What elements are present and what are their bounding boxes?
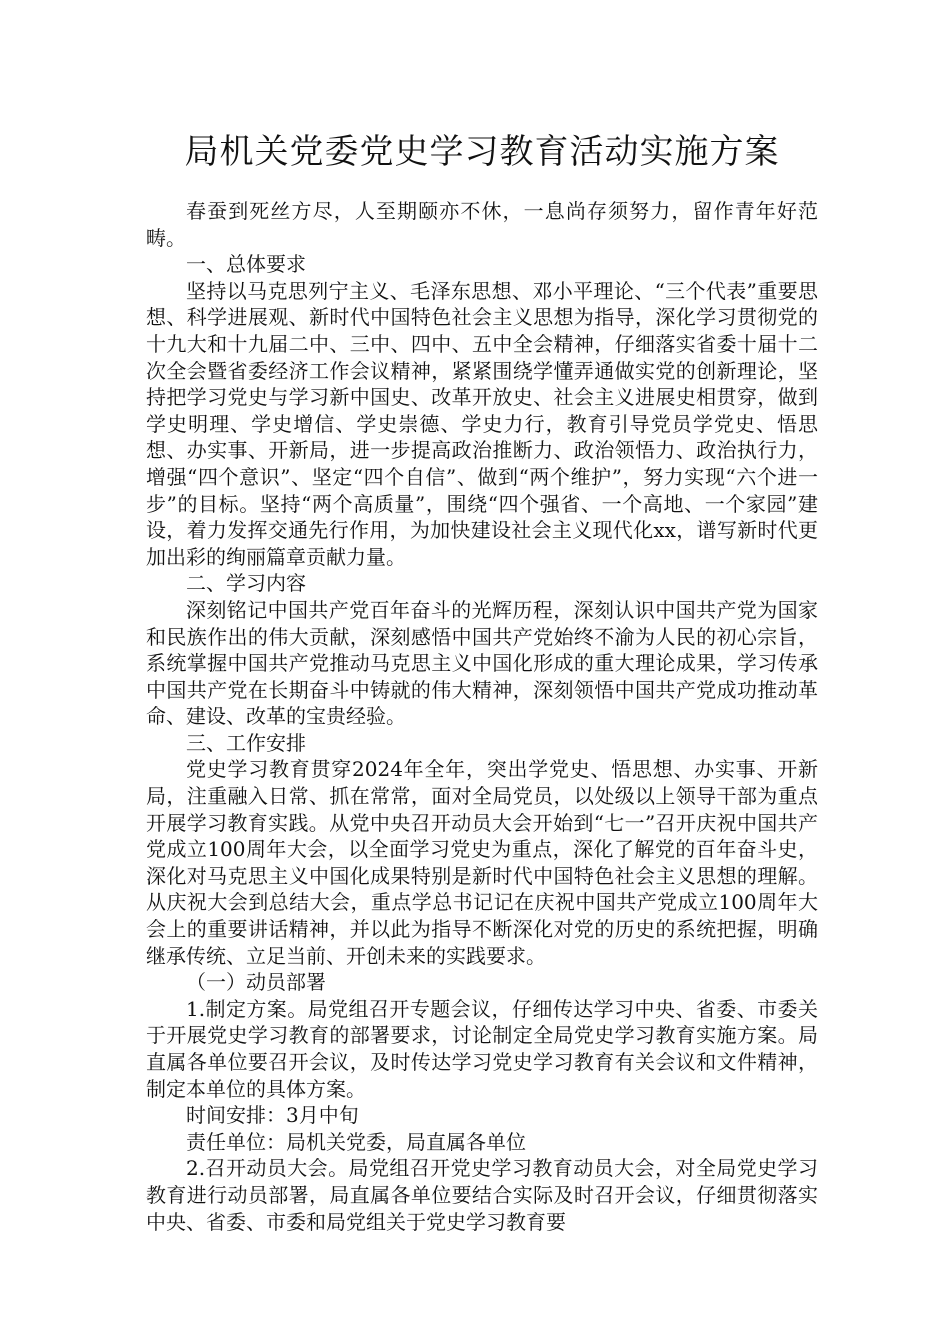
section-heading-work-arrangement: 三、工作安排 (186, 730, 306, 755)
section-heading-study-content: 二、学习内容 (186, 571, 306, 596)
document-title: 局机关党委党史学习教育活动实施方案 (184, 132, 780, 172)
list-item-mobilization-meeting: 2.召开动员大会。局党组召开党史学习教育动员大会，对全局党史学习教育进行动员部署，局直属各单位要结合实际及时召开会议，仔细贯彻落实中央、省委、市委和局党组关于党史学习教育要 (146, 1156, 818, 1234)
section-body-general-requirements: 坚持以马克思列宁主义、毛泽东思想、邓小平理论、“三个代表”重要思想、科学进展观、新时代中国特色社会主义思想为指导，深化学习贯彻党的十九大和十九届二中、三中、四中、五中全会精神，仔细落实省委十届十二次全会暨省委经济工作会议精神，紧紧围绕学懂弄通做实党的创新理论，坚持把学习党史与学习新中国史、改革开放史、社会主义进展史相贯穿，做到学史明理、学史增信、学史崇德、学史力行，教育引导党员学党史、悟思想、办实事、开新局，进一步提高政治推断力、政治领悟力、政治执行力，增强“四个意识”、坚定“四个自信”、做到“两个维护”，努力实现“六个进一步”的目标。坚持“两个高质量”，围绕“四个强省、一个高地、一个家园”建设，着力发挥交通先行作用，为加快建设社会主义现代化xx，谱写新时代更加出彩的绚丽篇章贡献力量。 (146, 278, 818, 569)
section-body-work-arrangement: 党史学习教育贯穿2024年全年，突出学党史、悟思想、办实事、开新局，注重融入日常、抓在常常，面对全局党员，以处级以上领导干部为重点开展学习教育实践。从党中央召开动员大会开始到“七一”召开庆祝中国共产党成立100周年大会，以全面学习党史为重点，深化了解党的百年奋斗史，深化对马克思主义中国化成果特别是新时代中国特色社会主义思想的理解。从庆祝大会到总结大会，重点学总书记记在庆祝中国共产党成立100周年大会上的重要讲话精神，并以此为指导不断深化对党的历史的系统把握，明确继承传统、立足当前、开创未来的实践要求。 (146, 757, 818, 968)
document-page (146, 126, 818, 1235)
time-arrangement: 时间安排：3月中旬 (186, 1103, 359, 1128)
list-item-formulate-plan: 1.制定方案。局党组召开专题会议，仔细传达学习中央、省委、市委关于开展党史学习教育的部署要求，讨论制定全局党史学习教育实施方案。局直属各单位要召开会议，及时传达学习党史学习教育有关会议和文件精神，制定本单位的具体方案。 (146, 996, 818, 1101)
responsible-units: 责任单位：局机关党委，局直属各单位 (186, 1129, 526, 1154)
intro-paragraph: 春蚕到死丝方尽，人至期颐亦不休，一息尚存须努力，留作青年好范畴。 (146, 199, 818, 250)
section-heading-general-requirements: 一、总体要求 (186, 252, 306, 277)
section-body-study-content: 深刻铭记中国共产党百年奋斗的光辉历程，深刻认识中国共产党为国家和民族作出的伟大贡献，深刻感悟中国共产党始终不渝为人民的初心宗旨，系统掌握中国共产党推动马克思主义中国化形成的重大理论成果，学习传承中国共产党在长期奋斗中铸就的伟大精神，深刻领悟中国共产党成功推动革命、建设、改革的宝贵经验。 (146, 597, 818, 729)
subsection-heading-mobilization: （一）动员部署 (186, 970, 326, 995)
